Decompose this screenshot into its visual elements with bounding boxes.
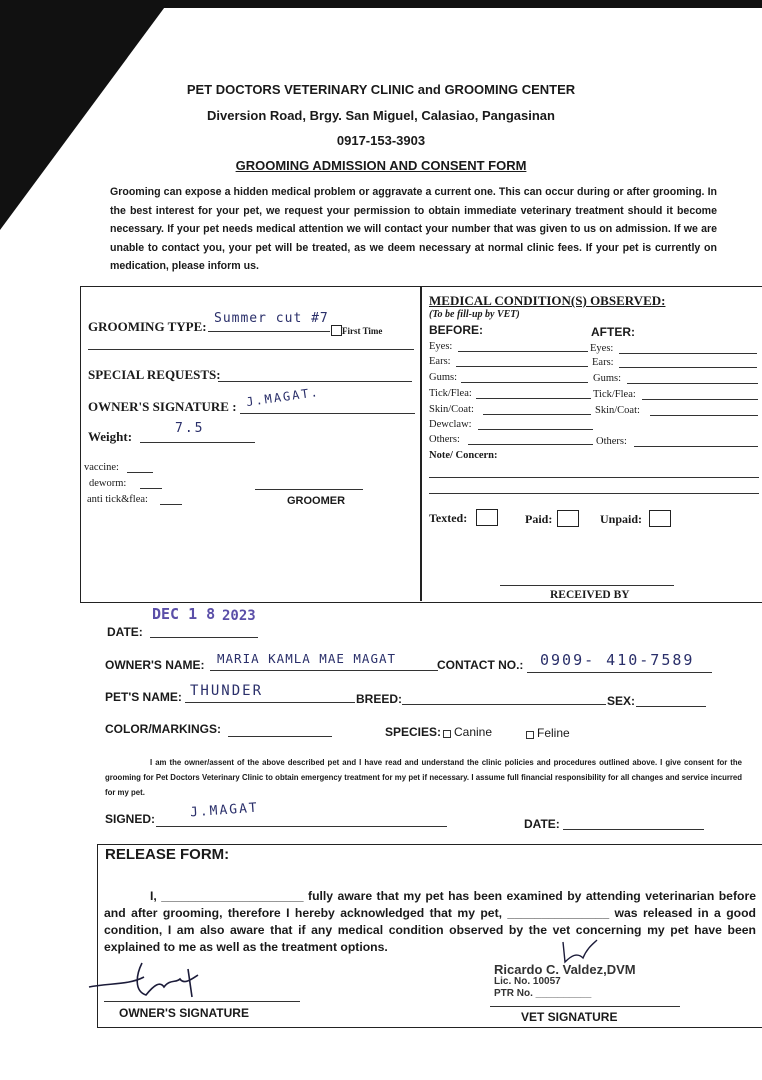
grooming-type-line: [208, 331, 330, 332]
after-ears-line[interactable]: [619, 367, 757, 368]
canine-checkbox[interactable]: [443, 730, 451, 738]
after-eyes-line[interactable]: [619, 353, 757, 354]
note-line-1[interactable]: [429, 477, 759, 478]
before-skin-line[interactable]: [483, 414, 591, 415]
first-time-label: First Time: [342, 326, 383, 336]
weight-value[interactable]: 7.5: [175, 421, 205, 436]
texted-checkbox[interactable]: [476, 509, 498, 526]
contact-label: CONTACT NO.:: [437, 658, 524, 672]
clinic-phone: 0917-153-3903: [336, 133, 426, 148]
special-requests-label: SPECIAL REQUESTS:: [88, 367, 221, 382]
paid-label: Paid:: [525, 512, 553, 526]
form-title: GROOMING ADMISSION AND CONSENT FORM: [235, 158, 527, 173]
before-tick-line[interactable]: [476, 398, 591, 399]
groomer-label: GROOMER: [287, 495, 346, 507]
owner-signature-label: OWNER'S SIGNATURE :: [88, 399, 237, 414]
vet-signature-label: VET SIGNATURE: [521, 1010, 618, 1024]
deworm-label: deworm:: [89, 478, 127, 489]
owner-name-label: OWNER'S NAME:: [105, 658, 205, 672]
before-ears-line[interactable]: [456, 366, 588, 367]
release-paragraph: I, _____________________ fully aware that my pet has been examined by attending veterinarian before and after grooming, therefore I hereby acknowledged that my pet, _______________ was released in a good condition, I am also aware that if any medical condition observed by the vet concerning my pet have been explained to me as well as the treatment options.: [104, 889, 756, 954]
before-dewclaw-label: Dewclaw:: [429, 419, 472, 430]
after-gums-line[interactable]: [627, 383, 758, 384]
note-concern-label: Note/ Concern:: [429, 450, 498, 461]
before-skin-label: Skin/Coat:: [429, 404, 474, 415]
owner-name-line: [210, 670, 438, 671]
signed-line: [156, 826, 447, 827]
before-eyes-line[interactable]: [458, 351, 588, 352]
release-form-title: RELEASE FORM:: [105, 846, 230, 863]
after-eyes-label: Eyes:: [590, 343, 614, 354]
after-ears-label: Ears:: [592, 357, 614, 368]
deworm-line[interactable]: [140, 488, 162, 489]
after-others-label: Others:: [596, 436, 627, 447]
species-label: SPECIES:: [385, 725, 442, 739]
date-stamp-month-day: DEC 1 8: [152, 605, 216, 623]
sex-line[interactable]: [636, 706, 706, 707]
owner-signature-release-line[interactable]: [104, 1001, 300, 1002]
after-label: AFTER:: [591, 325, 635, 339]
before-label: BEFORE:: [429, 323, 483, 337]
before-others-label: Others:: [429, 434, 460, 445]
first-time-checkbox[interactable]: [331, 325, 342, 336]
after-tick-label: Tick/Flea:: [593, 389, 636, 400]
before-eyes-label: Eyes:: [429, 341, 453, 352]
medical-subtitle: (To be fill-up by VET): [429, 309, 520, 320]
column-divider: [420, 287, 422, 601]
date-stamp-year: 2023: [222, 608, 256, 624]
signed-label: SIGNED:: [105, 812, 156, 826]
special-requests-line[interactable]: [218, 381, 412, 382]
vet-signature-line[interactable]: [490, 1006, 680, 1007]
intro-paragraph: Grooming can expose a hidden medical problem or aggravate a current one. This can occur during or after grooming. In the best interest for your pet, we request your permission to obtain immediate veterinary treatment should it become necessary. If your pet needs medical attention we will contact your number that was given to us on admission. If we are unable to contact you, your pet will be treated, as we deem necessary at normal clinic fees. If your pet is currently on medication, please inform us.: [110, 186, 717, 272]
feline-label: Feline: [537, 726, 570, 740]
grooming-extra-line: [88, 349, 414, 350]
grooming-type-value[interactable]: Summer cut #7: [214, 311, 329, 326]
grooming-type-label: GROOMING TYPE:: [88, 319, 207, 334]
breed-line[interactable]: [402, 704, 606, 705]
after-others-line[interactable]: [634, 446, 758, 447]
color-markings-line[interactable]: [228, 736, 332, 737]
anti-tick-line[interactable]: [160, 504, 182, 505]
weight-label: Weight:: [88, 429, 133, 444]
owner-signature-value[interactable]: J.MAGAT.: [245, 384, 321, 410]
before-dewclaw-line[interactable]: [478, 429, 593, 430]
note-line-2[interactable]: [429, 493, 759, 494]
clinic-address: Diversion Road, Brgy. San Miguel, Calasiao, Pangasinan: [207, 108, 555, 123]
received-by-line[interactable]: [500, 585, 674, 586]
date-label: DATE:: [107, 625, 143, 639]
contact-value[interactable]: 0909- 410-7589: [540, 651, 695, 669]
color-markings-label: COLOR/MARKINGS:: [105, 722, 221, 736]
before-tick-label: Tick/Flea:: [429, 388, 472, 399]
vet-lic-no: Lic. No. 10057: [494, 976, 561, 987]
date2-label: DATE:: [524, 817, 560, 831]
date-line[interactable]: [150, 637, 258, 638]
pet-name-line: [185, 702, 355, 703]
after-skin-line[interactable]: [650, 415, 758, 416]
paid-checkbox[interactable]: [557, 510, 579, 527]
canine-label: Canine: [454, 725, 493, 739]
before-gums-label: Gums:: [429, 372, 458, 383]
received-by-label: RECEIVED BY: [550, 589, 630, 601]
before-others-line[interactable]: [468, 444, 593, 445]
date2-line[interactable]: [563, 829, 704, 830]
clinic-name: PET DOCTORS VETERINARY CLINIC and GROOMING CENTER: [186, 82, 576, 97]
release-owner-signature-label: OWNER'S SIGNATURE: [119, 1006, 249, 1020]
medical-title: MEDICAL CONDITION(S) OBSERVED:: [429, 293, 666, 308]
after-skin-label: Skin/Coat:: [595, 405, 640, 416]
pet-name-label: PET'S NAME:: [105, 690, 182, 704]
anti-tick-label: anti tick&flea:: [87, 494, 148, 505]
owner-signature-line: [240, 413, 415, 414]
weight-line: [140, 442, 255, 443]
owner-name-value[interactable]: MARIA KAMLA MAE MAGAT: [217, 651, 397, 666]
owner-signature-scribble: [84, 955, 214, 1005]
after-gums-label: Gums:: [593, 373, 622, 384]
before-gums-line[interactable]: [461, 382, 588, 383]
vet-name: Ricardo C. Valdez,DVM: [494, 962, 636, 977]
breed-label: BREED:: [356, 692, 403, 706]
groomer-line[interactable]: [255, 489, 363, 490]
vaccine-line[interactable]: [127, 472, 153, 473]
before-ears-label: Ears:: [429, 356, 451, 367]
texted-label: Texted:: [429, 511, 468, 525]
unpaid-label: Unpaid:: [600, 512, 643, 526]
consent-paragraph: I am the owner/assent of the above described pet and I have read and understand the clinic policies and procedures outlined above. I give consent for the grooming for Pet Doctors Veterinary Clinic to obtain emergency treatment for my pet if necessary. I assume full financial responsibility for all changes and service incurred for my pet.: [105, 758, 742, 797]
sex-label: SEX:: [607, 694, 636, 708]
contact-line: [527, 672, 712, 673]
pet-name-value[interactable]: THUNDER: [190, 683, 264, 699]
signed-value[interactable]: J.MAGAT: [189, 800, 260, 821]
feline-checkbox[interactable]: [526, 731, 534, 739]
after-tick-line[interactable]: [642, 399, 758, 400]
vet-ptr-no: PTR No. __________: [494, 988, 592, 999]
unpaid-checkbox[interactable]: [649, 510, 671, 527]
vaccine-label: vaccine:: [84, 462, 119, 473]
